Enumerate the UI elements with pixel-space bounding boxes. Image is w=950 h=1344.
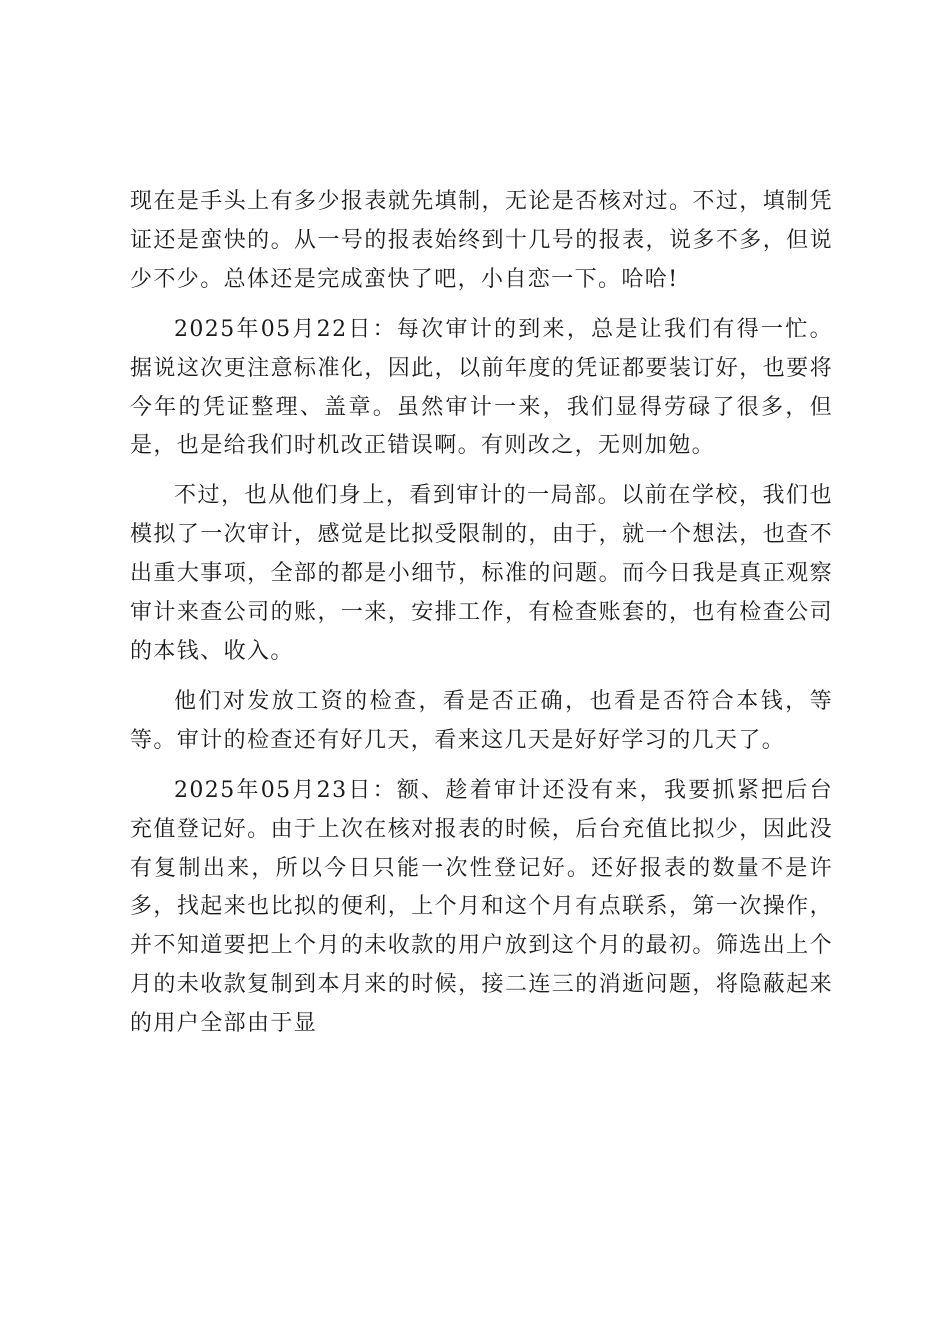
paragraph-may-22-entry: 2025年05月22日：每次审计的到来，总是让我们有得一忙。据说这次更注意标准化，因此，以前年度的凭证都要装订好，也要将今年的凭证整理、盖章。虽然审计一来，我们显得劳碌了很多，但是，也是给我们时机改正错误啊。有则改之，无则加勉。 [130, 316, 833, 459]
paragraph-continued: 现在是手头上有多少报表就先填制，无论是否核对过。不过，填制凭证还是蛮快的。从一号的报表始终到十几号的报表，说多不多，但说少不少。总体还是完成蛮快了吧，小自恋一下。哈哈! [130, 189, 833, 292]
document-page [130, 183, 833, 1055]
paragraph-may-23-entry: 2025年05月23日：额、趁着审计还没有来，我要抓紧把后台充值登记好。由于上次在核对报表的时候，后台充值比拟少，因此没有复制出来，所以今日只能一次性登记好。还好报表的数量不是许多，找起来也比拟的便利，上个月和这个月有点联系，第一次操作，并不知道要把上个月的未收款的用户放到这个月的最初。筛选出上个月的未收款复制到本月来的时候，接二连三的消逝问题，将隐蔽起来的用户全部由于显 [130, 777, 833, 1037]
paragraph-audit-observation: 不过，也从他们身上，看到审计的一局部。以前在学校，我们也模拟了一次审计，感觉是比拟受限制的，由于，就一个想法，也查不出重大事项，全部的都是小细节，标准的问题。而今日我是真正观察审计来查公司的账，一来，安排工作，有检查账套的，也有检查公司的本钱、收入。 [130, 483, 833, 664]
paragraph-salary-check: 他们对发放工资的检查，看是否正确，也看是否符合本钱，等等。审计的检查还有好几天，看来这几天是好好学习的几天了。 [130, 688, 833, 753]
